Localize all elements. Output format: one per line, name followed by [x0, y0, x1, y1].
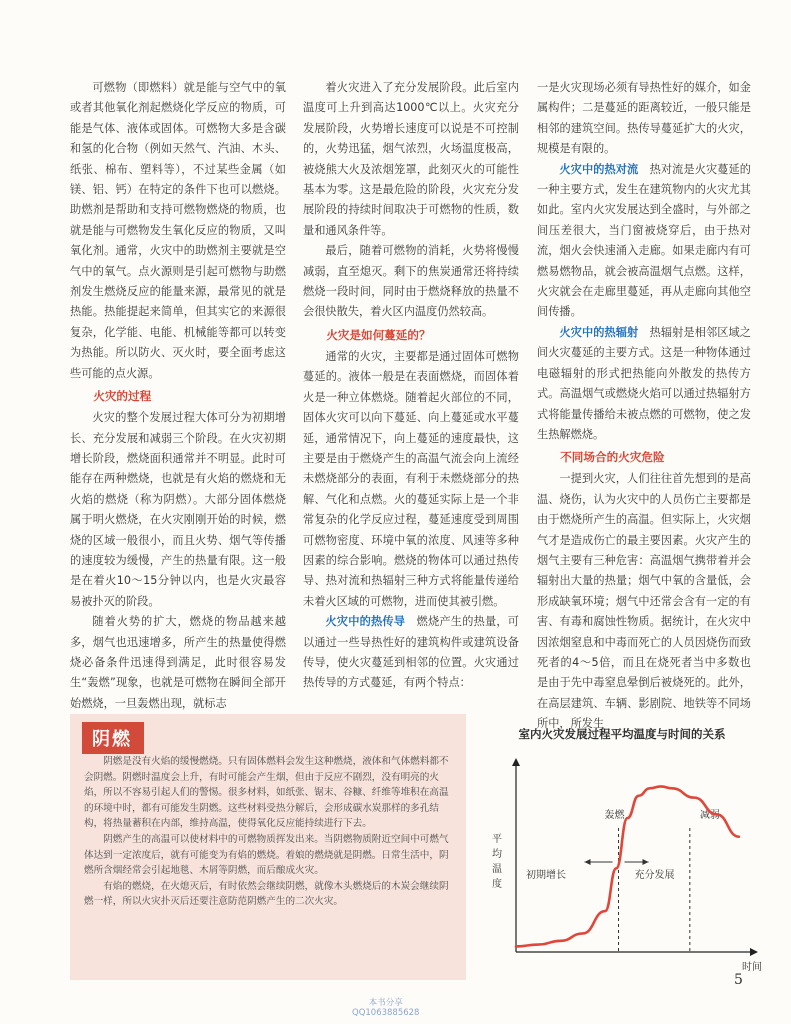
subheading-heat-convection: 火灾中的热对流: [559, 162, 639, 176]
section-heading-fire-process: 火灾的过程: [93, 389, 152, 404]
flashover-label: 轰燃: [604, 810, 625, 821]
smoldering-sidebar-box: [70, 714, 466, 980]
text-column-1: [70, 78, 286, 714]
y-axis-label-1: 平: [492, 834, 502, 845]
footer-watermark: [352, 998, 419, 1018]
paragraph-text: 热辐射是相邻区域之间火灾蔓延的主要方式。这是一种物体通过电磁辐射的形式把热能向外散发的热传方式。高温烟气或燃烧火焰可以通过热辐射方式将能量传播给未被点燃的可燃物，使之发生热解燃烧。: [537, 325, 751, 441]
paragraph: 最后，随着可燃物的消耗，火势将慢慢减弱，直至熄灭。剩下的焦炭通常还将持续燃烧一段时间，同时由于燃烧释放的热量不会很快散失，着火区内温度仍然较高。: [303, 244, 519, 319]
subheading-heat-radiation: 火灾中的热辐射: [559, 325, 639, 339]
chart-svg: [480, 716, 765, 982]
paragraph-heat-conduction: [303, 612, 519, 694]
text-column-3: [537, 78, 751, 735]
footer-line-2: QQ1063885628: [352, 1008, 420, 1018]
paragraph: 火灾的整个发展过程大体可分为初期增长、充分发展和减弱三个阶段。在火灾初期增长阶段，燃烧面积通常并不明显。此时可能存在两种燃烧，也就是有火焰的燃烧和无火焰的燃烧（称为阴燃）。大部分固体燃烧属于明火燃烧，在火灾刚刚开始的时候，燃烧的区域一般很小，而且火势、烟气等传播的速度较为缓慢，产生的热量有限。这一般是在着火10～15分钟以内，也是火灾最容易被扑灭的阶段。: [70, 411, 286, 608]
box-paragraph: 阴燃是没有火焰的缓慢燃烧。只有固体燃料会发生这种燃烧，液体和气体燃料都不会阴燃。阴燃时温度会上升，有时可能会产生烟，但由于反应不剧烈，没有明亮的火焰，所以不容易引起人们的警惕。很多材料，如纸张、锯末、谷糠、纤维等堆积在高温的环境中时，都有可能发生阴燃。这些材料受热分解后，会形成碳水炭那样的多孔结构，将热量蓄积在内部，维持高温，使得氧化反应能持续进行下去。: [84, 756, 449, 830]
y-axis-label-4: 度: [492, 879, 502, 890]
paragraph-text: 燃烧产生的热量，可以通过一些导热性好的建筑构件或建筑设备传导，使火灾蔓延到相邻的位置。火灾通过热传导的方式蔓延，有两个特点：: [303, 615, 519, 690]
growth-arrow-head: [585, 859, 591, 865]
temperature-chart: [480, 716, 765, 982]
phase-arrows: [585, 859, 649, 865]
paragraph: 可燃物（即燃料）就是能与空气中的氧或者其他氧化剂起燃烧化学反应的物质，可能是气体、液体或固体。可燃物大多是含碳和氢的化合物（例如天然气、汽油、木头、纸张、棉布、塑料等），不过某些金属（如镁、铝、钙）在特定的条件下也可以燃烧。助燃剂是帮助和支持可燃物燃烧的物质，也就是能与可燃物发生氧化反应的物质，又叫氧化剂。通常，火灾中的助燃剂主要就是空气中的氧气。点火源则是引起可燃物与助燃剂发生燃烧反应的能量来源，最常见的就是热能。热能提起来简单，但其实它的来源很复杂，化学能、电能、机械能等都可以转变为热能。所以防火、灭火时，要全面考虑这些可能的点火源。: [70, 81, 286, 380]
subheading-heat-conduction: 火灾中的热传导: [325, 615, 406, 629]
phase-label-growth: 初期增长: [526, 870, 566, 881]
phase-label-full: 充分发展: [634, 870, 675, 881]
paragraph: 通常的火灾，主要都是通过固体可燃物蔓延的。液体一般是在表面燃烧，而固体着火是一种立体燃烧。随着起火部位的不同，固体火灾可以向下蔓延、向上蔓延或水平蔓延，通常情况下，向上蔓延的速度最快，这主要是由于燃烧产生的高温气流会向上流经未燃烧部分的表面，有利于未燃烧部分的热解、气化和点燃。火的蔓延实际上是一个非常复杂的化学反应过程，蔓延速度受到周围可燃物密度、环境中氧的浓度、风速等多种因素的综合影响。燃烧的物体可以通过热传导、热对流和热辐射三种方式将能量传递给未着火区域的可燃物，进而使其被引燃。: [303, 349, 519, 608]
paragraph-text: 热对流是火灾蔓延的一种主要方式，发生在建筑物内的火灾尤其如此。室内火灾发展达到全盛时，与外部之间压差很大，当门窗被烧穿后，由于热对流，烟火会快速涌入走廊。如果走廊内有可燃易燃物品，就会被高温烟气点燃。这样，火灾就会在走廊里蔓延，再从走廊向其他空间传播。: [537, 162, 751, 319]
chart-title: 室内火灾发展过程平均温度与时间的关系: [518, 727, 726, 741]
paragraph: 着火灾进入了充分发展阶段。此后室内温度可上升到高达1000℃以上。火灾充分发展阶段，火势增长速度可以说是不可控制的，火势迅猛，烟气浓烈，火场温度极高，被烧熊大火及浓烟笼罩，此刻灭火的可能性基本为零。这是最危险的阶段，火灾充分发展阶段的持续时间取决于可燃物的性质，数量和通风条件等。: [303, 81, 519, 237]
paragraph: 一提到火灾，人们往往首先想到的是高温、烧伤，认为火灾中的人员伤亡主要都是由于燃烧所产生的高温。但实际上，火灾烟气才是造成伤亡的最主要因素。火灾产生的烟气主要有三种危害：高温烟气携带着并会辐射出大量的热量；烟气中氧的含量低，会形成缺氧环境；烟气中还常会含有一定的有害、有毒和腐蚀性物质。据统计，在火灾中因浓烟窒息和中毒而死亡的人员因烧伤而致死者的4～5倍，而且在烧死者当中多数也是由于先中毒窒息晕倒后被烧死的。此外，在高层建筑、车辆、影剧院、地铁等不同场所中，所发生: [537, 472, 751, 731]
x-axis-arrow: [750, 948, 758, 956]
paragraph: 一是火灾现场必须有导热性好的媒介，如金属构件；二是蔓延的距离较近，一般只能是相邻的建筑空间。热传导蔓延扩大的火灾，规模是有限的。: [537, 81, 751, 156]
paragraph: 随着火势的扩大，燃烧的物品越来越多，烟气也迅速增多，所产生的热量使得燃烧必备条件迅速得到满足，此时很容易发生“轰燃”现象，也就是可燃物在瞬间全部开始燃烧，一旦轰燃出现，就标志: [70, 615, 286, 710]
paragraph-heat-convection: [537, 160, 751, 323]
page-number: 5: [734, 972, 743, 988]
box-title: 阴燃: [82, 722, 144, 754]
paragraph-heat-radiation: [537, 323, 751, 445]
y-axis-arrow: [512, 758, 520, 766]
footer-line-1: 本书分享: [368, 998, 403, 1008]
box-text: [84, 754, 454, 910]
x-axis-label: 时间: [742, 962, 762, 973]
box-paragraph: 有焰的燃烧，在火熄灭后，有时依然会继续阴燃，就像木头燃烧后的木炭会继续阴燃一样，所以火灾扑灭后还要注意防范阴燃产生的二次火灾。: [84, 880, 449, 908]
text-column-2: [303, 78, 519, 694]
section-heading-fire-danger: 不同场合的火灾危险: [560, 450, 665, 465]
phase-label-decay: 减弱: [699, 810, 720, 821]
y-axis-label-3: 温: [492, 864, 502, 875]
y-axis-label-2: 均: [492, 849, 502, 860]
full-arrow-head: [643, 859, 649, 865]
box-paragraph: 阴燃产生的高温可以使材料中的可燃物质挥发出来。当阴燃物质附近空间中可燃气体达到一定浓度后，就有可能变为有焰的燃烧。着娘的燃烧就是阴燃。日常生活中，阴燃所含烟经常会引起地毯、木屑等阴燃，而后酿成火灾。: [84, 833, 449, 877]
section-heading-fire-spread: 火灾是如何蔓延的？: [326, 327, 431, 342]
